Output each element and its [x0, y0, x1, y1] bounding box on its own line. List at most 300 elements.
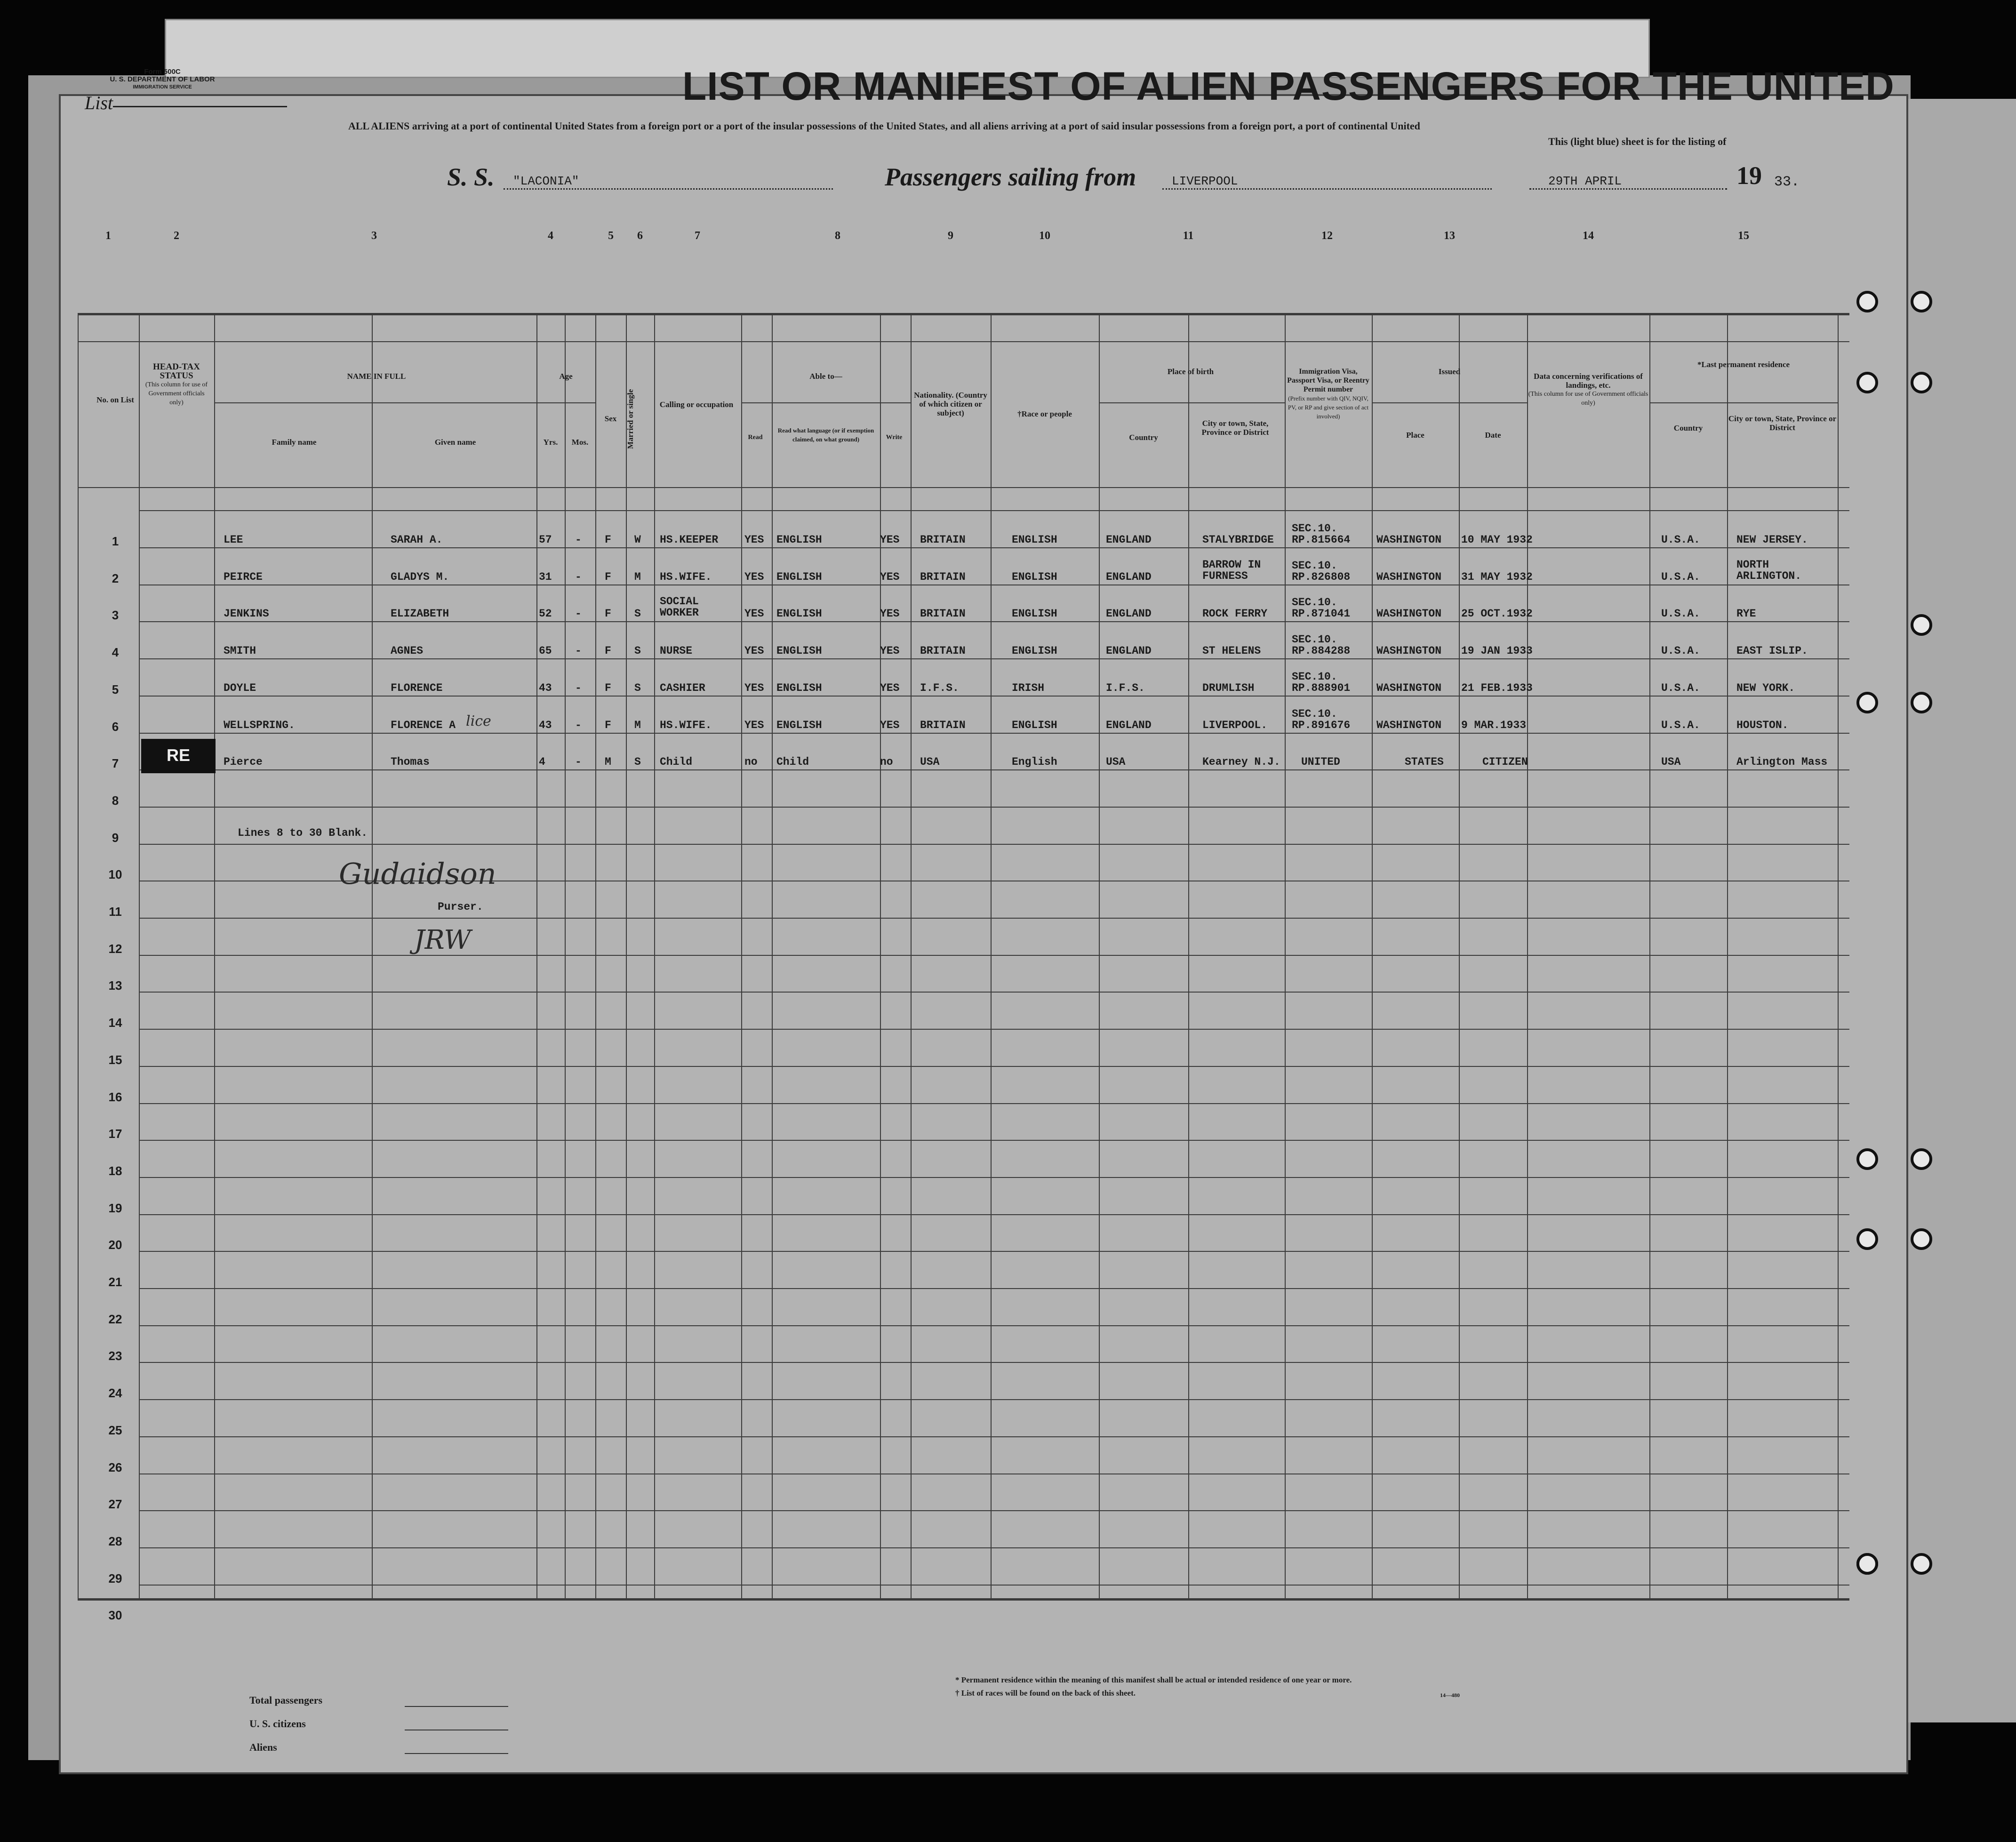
grid-hline	[78, 487, 1849, 488]
grid-vline	[991, 313, 992, 1598]
cell-visa-number: RP.815664	[1292, 534, 1351, 546]
grid-vline	[1727, 313, 1728, 1598]
column-number: 1	[105, 230, 111, 242]
cell-visa-number: RP.826808	[1292, 570, 1351, 583]
hdr-headtax	[141, 362, 212, 407]
cell-family: SMITH	[224, 645, 256, 657]
subtitle-2: This (light blue) sheet is for the listing of	[1548, 136, 1727, 147]
row-number: 14	[108, 1016, 122, 1030]
handwritten-alice: lice	[466, 713, 491, 729]
grid-vline	[595, 313, 596, 1598]
form-header	[99, 68, 226, 91]
punch-hole	[1856, 1553, 1878, 1575]
hdr-issued-place: Place	[1406, 431, 1424, 440]
cell-yrs: 4	[539, 756, 545, 769]
cell-issued-date: 19 JAN 1933	[1461, 645, 1533, 657]
port-line	[1162, 188, 1492, 190]
grid-hline	[139, 955, 1849, 956]
cell-birth-country: ENGLAND	[1106, 534, 1152, 546]
total-line	[405, 1706, 508, 1707]
cell-race: ENGLISH	[1012, 645, 1057, 657]
cell-race: ENGLISH	[1012, 534, 1057, 546]
grid-vline	[536, 313, 537, 1598]
grid-hline	[214, 402, 536, 403]
cell-race: English	[1012, 756, 1057, 769]
cell-issued-date: 10 MAY 1932	[1461, 534, 1533, 546]
row-number: 15	[108, 1052, 122, 1067]
cell-visa-section: SEC.10.	[1292, 596, 1337, 609]
hdr-yrs: Yrs.	[543, 438, 558, 447]
hdr-write: Write	[886, 434, 903, 441]
grid-hline	[139, 696, 1849, 697]
cell-given: FLORENCE	[391, 681, 443, 694]
cell-occupation: SOCIAL WORKER	[660, 595, 699, 619]
cell-read: YES	[744, 570, 764, 583]
blank-lines-note: Lines 8 to 30 Blank.	[238, 827, 368, 839]
cell-language: ENGLISH	[776, 645, 822, 657]
hdr-race: †Race or people	[1017, 409, 1072, 418]
grid-hline	[78, 313, 1849, 315]
adjacent-page	[1901, 99, 2016, 1722]
column-number: 14	[1583, 230, 1594, 242]
grid-vline	[1838, 313, 1839, 1598]
grid-hline	[139, 918, 1849, 919]
grid-hline	[139, 1585, 1849, 1586]
cell-sex: F	[605, 534, 611, 546]
hdr-visa-title: Immigration Visa, Passport Visa, or Reentry Permit number	[1287, 368, 1369, 393]
cell-sex: F	[605, 570, 611, 583]
hdr-headtax-note: (This column for use of Government officials only)	[145, 381, 208, 406]
hdr-nationality: Nationality. (Country of which citizen or subject)	[914, 391, 987, 417]
hdr-issued: Issued	[1438, 367, 1461, 376]
cell-res-country: U.S.A.	[1661, 608, 1700, 620]
cell-sex: F	[605, 608, 611, 620]
grid-hline	[139, 807, 1849, 808]
date-line	[1529, 188, 1727, 190]
cell-ms: S	[634, 681, 641, 694]
cell-occupation: CASHIER	[660, 681, 705, 694]
cell-yrs: 57	[539, 534, 552, 546]
cell-issued-place: WASHINGTON	[1376, 681, 1442, 694]
row-number: 20	[108, 1238, 122, 1252]
stamp: RE	[141, 739, 216, 773]
cell-occupation: HS.WIFE.	[660, 570, 712, 583]
cell-issued-date: 31 MAY 1932	[1461, 570, 1533, 583]
cell-res-country: U.S.A.	[1661, 719, 1700, 731]
cell-birth-city: ROCK FERRY	[1202, 608, 1268, 620]
cell-visa-number: RP.884288	[1292, 645, 1351, 657]
list-label: List	[85, 92, 113, 113]
cell-mos: -	[575, 570, 582, 583]
cell-res-city: EAST ISLIP.	[1736, 645, 1808, 657]
cell-given: SARAH A.	[391, 534, 443, 546]
cell-nationality: BRITAIN	[920, 570, 966, 583]
grid-hline	[139, 1177, 1849, 1178]
cell-issued-place: WASHINGTON	[1376, 719, 1442, 731]
aliens-label: Aliens	[249, 1741, 277, 1753]
cell-write: no	[880, 756, 893, 769]
manifest-page	[59, 94, 1908, 1774]
cell-ms: W	[634, 534, 641, 546]
row-number: 25	[108, 1423, 122, 1437]
grid-hline	[78, 341, 1849, 342]
grid-vline	[1099, 313, 1100, 1598]
ship-line	[504, 188, 833, 190]
cell-yrs: 43	[539, 681, 552, 694]
row-number: 16	[108, 1089, 122, 1104]
cell-mos: -	[575, 534, 582, 546]
cell-nationality: USA	[920, 756, 940, 769]
hdr-issued-date: Date	[1485, 431, 1501, 440]
cell-sex: M	[605, 756, 611, 769]
hdr-visa-note: (Prefix number with QIV, NQIV, PV, or RP and give section of act involved)	[1288, 395, 1369, 420]
column-number: 13	[1444, 230, 1455, 242]
cell-given: GLADYS M.	[391, 570, 449, 583]
row-number: 23	[108, 1349, 122, 1363]
cell-given: Thomas	[391, 756, 430, 769]
hdr-place-of-birth: Place of birth	[1167, 367, 1214, 376]
hdr-data-verif-title: Data concerning verifications of landings, etc.	[1534, 372, 1643, 390]
cell-issued-place: WASHINGTON	[1376, 608, 1442, 620]
cell-birth-city: LIVERPOOL.	[1202, 719, 1268, 731]
hdr-family-name: Family name	[272, 438, 317, 447]
cell-read: YES	[744, 534, 764, 546]
column-number: 9	[948, 230, 953, 242]
port-of-departure: LIVERPOOL	[1172, 174, 1238, 188]
row-number: 7	[112, 756, 119, 771]
cell-res-country: U.S.A.	[1661, 570, 1700, 583]
grid-vline	[654, 313, 655, 1598]
cell-read: YES	[744, 608, 764, 620]
row-number: 22	[108, 1312, 122, 1326]
hdr-birth-country: Country	[1129, 433, 1158, 442]
grid-hline	[536, 402, 595, 403]
cell-birth-country: I.F.S.	[1106, 681, 1145, 694]
cell-birth-city: DRUMLISH	[1202, 681, 1255, 694]
cell-issued-place: WASHINGTON	[1376, 534, 1442, 546]
column-number: 12	[1321, 230, 1333, 242]
cell-write: YES	[880, 570, 900, 583]
department: U. S. DEPARTMENT OF LABOR	[110, 75, 215, 83]
cell-family: PEIRCE	[224, 570, 263, 583]
row-number: 8	[112, 793, 119, 808]
row-number: 30	[108, 1608, 122, 1623]
cell-visa-section: SEC.10.	[1292, 707, 1337, 720]
cell-mos: -	[575, 756, 582, 769]
hdr-res-city: City or town, State, Province or District	[1728, 414, 1837, 432]
punch-hole	[1856, 1228, 1878, 1250]
grid-vline	[1188, 313, 1189, 1598]
grid-vline	[1649, 313, 1650, 1598]
column-number: 6	[637, 230, 643, 242]
cell-write: YES	[880, 681, 900, 694]
row-number: 28	[108, 1534, 122, 1548]
row-number: 3	[112, 608, 119, 623]
cell-given: ELIZABETH	[391, 608, 449, 620]
cell-given: FLORENCE A	[391, 719, 456, 731]
cell-birth-city: STALYBRIDGE	[1202, 534, 1274, 546]
hdr-read-language: Read what language (or if exemption claimed, on what ground)	[777, 427, 874, 443]
row-number: 26	[108, 1460, 122, 1474]
grid-hline	[139, 1325, 1849, 1326]
grid-hline	[1099, 402, 1285, 403]
cell-visa-section: SEC.10.	[1292, 559, 1337, 572]
cell-sex: F	[605, 681, 611, 694]
grid-hline	[139, 992, 1849, 993]
cell-visa-number: RP.871041	[1292, 608, 1351, 620]
row-number: 6	[112, 719, 119, 734]
year-prefix: 19	[1736, 161, 1762, 190]
grid-hline	[78, 1598, 1849, 1601]
column-number: 10	[1039, 230, 1050, 242]
list-line	[113, 106, 287, 107]
punch-hole	[1911, 614, 1932, 636]
cell-visa-section: SEC.10.	[1292, 633, 1337, 646]
ship-name: "LACONIA"	[513, 174, 579, 188]
cell-family: Pierce	[224, 756, 263, 769]
punch-hole	[1911, 372, 1932, 393]
subtitle: ALL ALIENS arriving at a port of continental United States from a foreign port or a port of the insular possessions of the United States, and all aliens arriving at a port of said insular possessions from a foreign port, a port of continental United	[348, 120, 1420, 132]
year-suffix: 33.	[1774, 174, 1800, 190]
cell-mos: -	[575, 645, 582, 657]
cell-occupation: HS.WIFE.	[660, 719, 712, 731]
hdr-age: Age	[559, 372, 573, 381]
cell-issued-date: CITIZEN	[1482, 756, 1528, 769]
cell-given: AGNES	[391, 645, 424, 657]
cell-issued-place: WASHINGTON	[1376, 570, 1442, 583]
punch-hole	[1911, 1148, 1932, 1170]
cell-occupation: Child	[660, 756, 693, 769]
page-title: LIST OR MANIFEST OF ALIEN PASSENGERS FOR THE UNITED	[682, 64, 1895, 108]
punch-hole	[1856, 291, 1878, 312]
cell-ms: M	[634, 719, 641, 731]
column-number: 2	[174, 230, 179, 242]
grid-vline	[78, 313, 79, 1598]
grid-vline	[772, 313, 773, 1598]
punch-hole	[1856, 692, 1878, 713]
cell-nationality: BRITAIN	[920, 645, 966, 657]
row-number: 4	[112, 645, 119, 660]
sailing-label: Passengers sailing from	[885, 163, 1136, 191]
row-number: 9	[112, 830, 119, 845]
cell-write: YES	[880, 534, 900, 546]
cell-birth-country: ENGLAND	[1106, 570, 1152, 583]
row-number: 18	[108, 1163, 122, 1178]
cell-race: IRISH	[1012, 681, 1045, 694]
cell-birth-city: Kearney N.J.	[1202, 756, 1280, 769]
cell-language: ENGLISH	[776, 608, 822, 620]
row-number: 19	[108, 1201, 122, 1215]
cell-read: no	[744, 756, 758, 769]
service: IMMIGRATION SERVICE	[133, 84, 192, 90]
cell-res-city: RYE	[1736, 608, 1756, 620]
hdr-calling: Calling or occupation	[659, 400, 734, 409]
hdr-data-verif-note: (This column for use of Government officials only)	[1528, 391, 1648, 407]
grid-hline	[139, 1399, 1849, 1400]
row-number: 11	[109, 905, 122, 919]
cell-family: WELLSPRING.	[224, 719, 295, 731]
initials: JRW	[414, 925, 471, 955]
cell-nationality: BRITAIN	[920, 719, 966, 731]
cell-occupation: NURSE	[660, 645, 693, 657]
cell-res-country: U.S.A.	[1661, 681, 1700, 694]
hdr-name-in-full: NAME IN FULL	[347, 372, 406, 381]
hdr-married: Married or single	[626, 389, 635, 449]
cell-family: DOYLE	[224, 681, 256, 694]
cell-race: ENGLISH	[1012, 570, 1057, 583]
cell-birth-country: USA	[1106, 756, 1126, 769]
column-number: 15	[1738, 230, 1749, 242]
cell-mos: -	[575, 681, 582, 694]
grid-hline	[139, 510, 1849, 511]
hdr-read: Read	[748, 434, 763, 441]
row-number: 10	[108, 867, 122, 882]
cell-read: YES	[744, 645, 764, 657]
punch-hole	[1911, 692, 1932, 713]
cell-family: JENKINS	[224, 608, 269, 620]
row-number: 29	[108, 1571, 122, 1586]
cell-read: YES	[744, 681, 764, 694]
grid-vline	[372, 313, 373, 1598]
punch-hole	[1856, 1148, 1878, 1170]
column-number: 11	[1183, 230, 1194, 242]
cell-yrs: 43	[539, 719, 552, 731]
column-number: 4	[548, 230, 553, 242]
punch-hole	[1911, 1228, 1932, 1250]
grid-hline	[139, 547, 1849, 548]
grid-hline	[139, 844, 1849, 845]
row-number: 13	[108, 978, 122, 993]
cell-visa-number: RP.888901	[1292, 681, 1351, 694]
grid-hline	[139, 1066, 1849, 1067]
us-citizens-label: U. S. citizens	[249, 1718, 306, 1730]
hdr-birth-city: City or town, State, Province or District	[1201, 419, 1269, 437]
hdr-headtax-title: HEAD-TAX STATUS	[153, 362, 200, 381]
grid-hline	[139, 1251, 1849, 1252]
cell-res-city: NORTH ARLINGTON.	[1736, 558, 1802, 582]
grid-vline	[1527, 313, 1528, 1598]
row-number: 24	[108, 1386, 122, 1401]
grid-vline	[911, 313, 912, 1598]
grid-hline	[139, 1436, 1849, 1437]
cell-birth-country: ENGLAND	[1106, 719, 1152, 731]
purser-label: Purser.	[438, 901, 483, 913]
row-number: 17	[108, 1127, 122, 1141]
grid-hline	[139, 1029, 1849, 1030]
purser-signature: Gudaidson	[339, 857, 496, 891]
cell-ms: S	[634, 608, 641, 620]
cell-res-city: NEW JERSEY.	[1736, 534, 1808, 546]
cell-issued-place: WASHINGTON	[1376, 645, 1442, 657]
footnote-races: † List of races will be found on the back of this sheet.	[955, 1689, 1136, 1698]
cell-issued-place: STATES	[1405, 756, 1444, 769]
grid-hline	[139, 1362, 1849, 1363]
cell-mos: -	[575, 719, 582, 731]
cell-res-city: HOUSTON.	[1736, 719, 1789, 731]
grid-hline	[139, 1288, 1849, 1289]
cell-visa-section: SEC.10.	[1292, 522, 1337, 535]
ss-label: S. S.	[447, 163, 495, 191]
grid-vline	[1459, 313, 1460, 1598]
cell-birth-city: ST HELENS	[1202, 645, 1261, 657]
row-number: 5	[112, 682, 119, 697]
hdr-visa	[1285, 367, 1372, 421]
row-number: 12	[108, 941, 122, 956]
row-number: 2	[112, 571, 119, 585]
hdr-mos: Mos.	[571, 438, 589, 447]
cell-sex: F	[605, 645, 611, 657]
cell-res-city: NEW YORK.	[1736, 681, 1795, 694]
cell-occupation: HS.KEEPER	[660, 534, 719, 546]
punch-hole	[1856, 372, 1878, 393]
column-number: 7	[695, 230, 700, 242]
grid-hline	[139, 1140, 1849, 1141]
cell-nationality: BRITAIN	[920, 608, 966, 620]
grid-vline	[626, 313, 627, 1598]
cell-language: ENGLISH	[776, 719, 822, 731]
grid-hline	[139, 621, 1849, 622]
cell-issued-date: 9 MAR.1933	[1461, 719, 1527, 731]
grid-hline	[139, 658, 1849, 659]
cell-ms: S	[634, 645, 641, 657]
column-number: 3	[371, 230, 377, 242]
hdr-no: No. on List	[96, 395, 134, 404]
aliens-line	[405, 1753, 508, 1754]
cell-birth-country: ENGLAND	[1106, 608, 1152, 620]
hdr-able-to: Able to—	[809, 372, 842, 381]
form-number: Form 500C	[144, 68, 181, 76]
column-number: 5	[608, 230, 614, 242]
hdr-last-residence: *Last permanent residence	[1697, 360, 1790, 369]
cell-ms: S	[634, 756, 641, 769]
grid-vline	[880, 313, 881, 1598]
cell-write: YES	[880, 645, 900, 657]
grid-vline	[139, 313, 140, 1598]
cell-visa-section: SEC.10.	[1292, 670, 1337, 683]
grid-hline	[139, 1103, 1849, 1104]
sailing-date: 29TH APRIL	[1548, 174, 1622, 188]
cell-language: Child	[776, 756, 809, 769]
cell-res-country: U.S.A.	[1661, 645, 1700, 657]
grid-vline	[214, 313, 215, 1598]
cell-race: ENGLISH	[1012, 608, 1057, 620]
hdr-data-verif	[1527, 372, 1649, 408]
cell-read: YES	[744, 719, 764, 731]
grid-hline	[139, 1510, 1849, 1511]
cell-res-city: Arlington Mass	[1736, 756, 1828, 769]
form-code: 14—480	[1440, 1692, 1460, 1698]
cell-race: ENGLISH	[1012, 719, 1057, 731]
grid-hline	[139, 769, 1849, 770]
grid-hline	[1649, 402, 1838, 403]
cell-family: LEE	[224, 534, 243, 546]
hdr-sex: Sex	[604, 414, 617, 423]
cell-visa-number: RP.891676	[1292, 719, 1351, 731]
cell-language: ENGLISH	[776, 570, 822, 583]
cell-birth-country: ENGLAND	[1106, 645, 1152, 657]
grid-vline	[565, 313, 566, 1598]
cell-res-country: USA	[1661, 756, 1681, 769]
footnote-residence: * Permanent residence within the meaning of this manifest shall be actual or intended residence of one year or more.	[955, 1675, 1352, 1684]
cell-yrs: 52	[539, 608, 552, 620]
grid-vline	[1372, 313, 1373, 1598]
grid-hline	[741, 402, 911, 403]
hdr-given-name: Given name	[434, 438, 476, 447]
cell-write: YES	[880, 608, 900, 620]
cell-mos: -	[575, 608, 582, 620]
grid-hline	[1372, 402, 1527, 403]
grid-vline	[741, 313, 742, 1598]
